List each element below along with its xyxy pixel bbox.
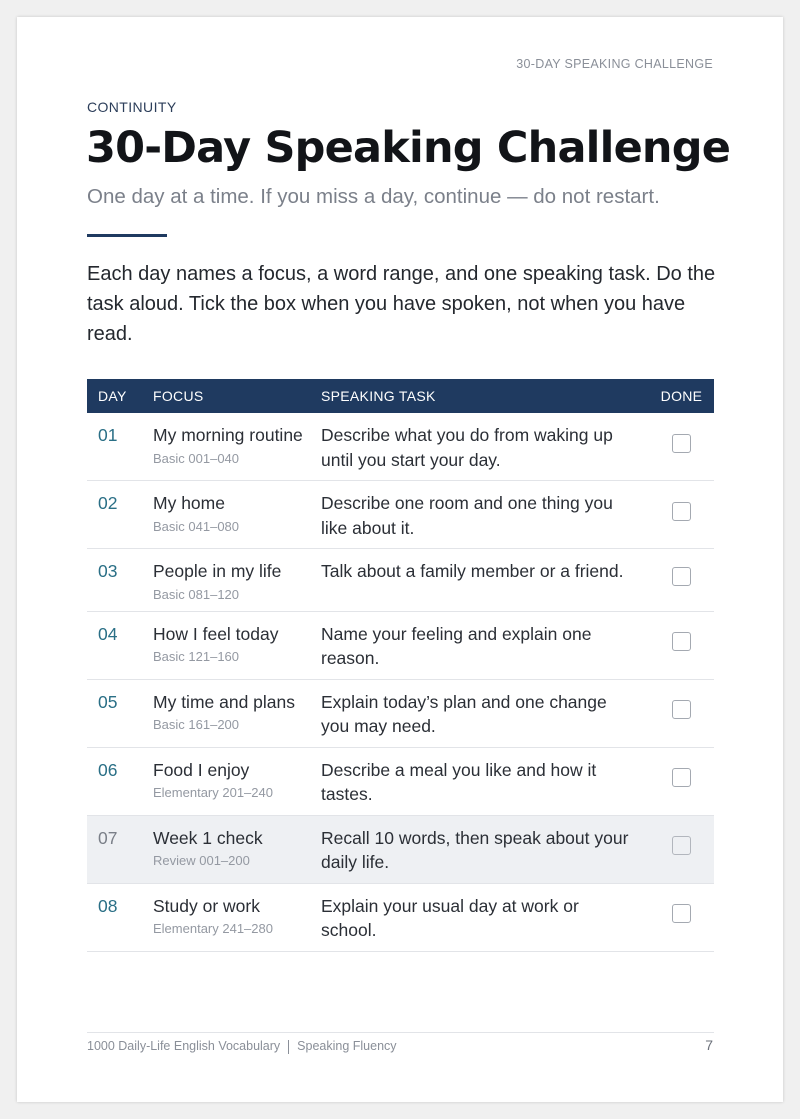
done-checkbox[interactable]	[672, 836, 691, 855]
table-row	[87, 413, 714, 481]
table-header-row	[87, 379, 714, 413]
done-cell	[649, 481, 714, 549]
footer-book-title: 1000 Daily-Life English Vocabulary	[87, 1039, 281, 1053]
focus-cell	[153, 481, 321, 549]
footer-separator	[288, 1040, 289, 1054]
done-checkbox[interactable]	[672, 768, 691, 787]
word-range: Basic 121–160	[153, 649, 240, 664]
done-cell	[649, 883, 714, 951]
word-range: Elementary 241–280	[153, 921, 273, 936]
focus-cell	[153, 549, 321, 612]
focus-title: People in my life	[153, 561, 282, 581]
word-range: Basic 001–040	[153, 450, 240, 466]
word-range: Basic 041–080	[153, 518, 240, 534]
done-cell	[649, 679, 714, 747]
word-range: Basic 161–200	[153, 717, 240, 732]
speaking-task: Describe what you do from waking up until you start your day.	[321, 413, 649, 481]
day-number: 04	[87, 611, 153, 679]
done-cell	[649, 611, 714, 679]
speaking-task: Name your feeling and explain one reason.	[321, 611, 649, 679]
focus-title: My home	[153, 493, 225, 513]
speaking-task: Describe a meal you like and how it tastes.	[321, 747, 649, 815]
speaking-task: Recall 10 words, then speak about your daily life.	[321, 815, 649, 883]
word-range: Basic 081–120	[153, 586, 240, 602]
focus-title: Study or work	[153, 895, 260, 916]
table-row	[87, 883, 714, 951]
speaking-task: Talk about a family member or a friend.	[321, 549, 649, 612]
done-cell	[649, 747, 714, 815]
table-row	[87, 747, 714, 815]
focus-cell	[153, 747, 321, 815]
day-number: 02	[87, 481, 153, 549]
day-number: 06	[87, 747, 153, 815]
page-number: 7	[705, 1037, 713, 1053]
table-row	[87, 481, 714, 549]
table-row	[87, 611, 714, 679]
table-body	[87, 413, 714, 951]
running-head: 30-DAY SPEAKING CHALLENGE	[516, 57, 713, 71]
page-title: 30-Day Speaking Challenge	[86, 123, 731, 173]
done-checkbox[interactable]	[672, 567, 691, 586]
day-number: 08	[87, 883, 153, 951]
done-checkbox[interactable]	[672, 502, 691, 521]
focus-title: Week 1 check	[153, 827, 263, 848]
header-day: DAY	[87, 379, 153, 413]
focus-title: Food I enjoy	[153, 759, 250, 780]
day-number: 01	[87, 413, 153, 481]
focus-cell	[153, 413, 321, 481]
footer-book-info	[87, 1039, 397, 1054]
focus-cell	[153, 815, 321, 883]
intro-paragraph: Each day names a focus, a word range, and one speaking task. Do the task aloud. Tick the box when you have spoken, not when you have read.	[87, 263, 716, 345]
section-eyebrow: CONTINUITY	[87, 99, 177, 115]
done-cell	[649, 413, 714, 481]
done-checkbox[interactable]	[672, 632, 691, 651]
done-cell	[649, 549, 714, 612]
done-cell	[649, 815, 714, 883]
focus-title: My morning routine	[153, 425, 303, 445]
header-done: DONE	[649, 379, 714, 413]
footer-divider	[87, 1032, 714, 1033]
day-number: 07	[87, 815, 153, 883]
focus-cell	[153, 611, 321, 679]
done-checkbox[interactable]	[672, 434, 691, 453]
word-range: Review 001–200	[153, 853, 250, 868]
document-page	[17, 17, 783, 1102]
table-row	[87, 679, 714, 747]
focus-title: My time and plans	[153, 691, 296, 712]
done-checkbox[interactable]	[672, 700, 691, 719]
day-number: 03	[87, 549, 153, 612]
challenge-table	[87, 379, 714, 952]
day-number: 05	[87, 679, 153, 747]
speaking-task: Describe one room and one thing you like about it.	[321, 481, 649, 549]
focus-cell	[153, 679, 321, 747]
footer-section-name: Speaking Fluency	[297, 1039, 397, 1053]
focus-cell	[153, 883, 321, 951]
speaking-task: Explain today’s plan and one change you may need.	[321, 679, 649, 747]
speaking-task: Explain your usual day at work or school.	[321, 883, 649, 951]
header-focus: FOCUS	[153, 379, 321, 413]
done-checkbox[interactable]	[672, 904, 691, 923]
title-divider	[87, 234, 167, 237]
table-row	[87, 549, 714, 612]
table-row	[87, 815, 714, 883]
focus-title: How I feel today	[153, 623, 279, 644]
word-range: Elementary 201–240	[153, 785, 273, 800]
page-subtitle: One day at a time. If you miss a day, continue — do not restart.	[87, 185, 660, 208]
header-speaking-task: SPEAKING TASK	[321, 379, 649, 413]
